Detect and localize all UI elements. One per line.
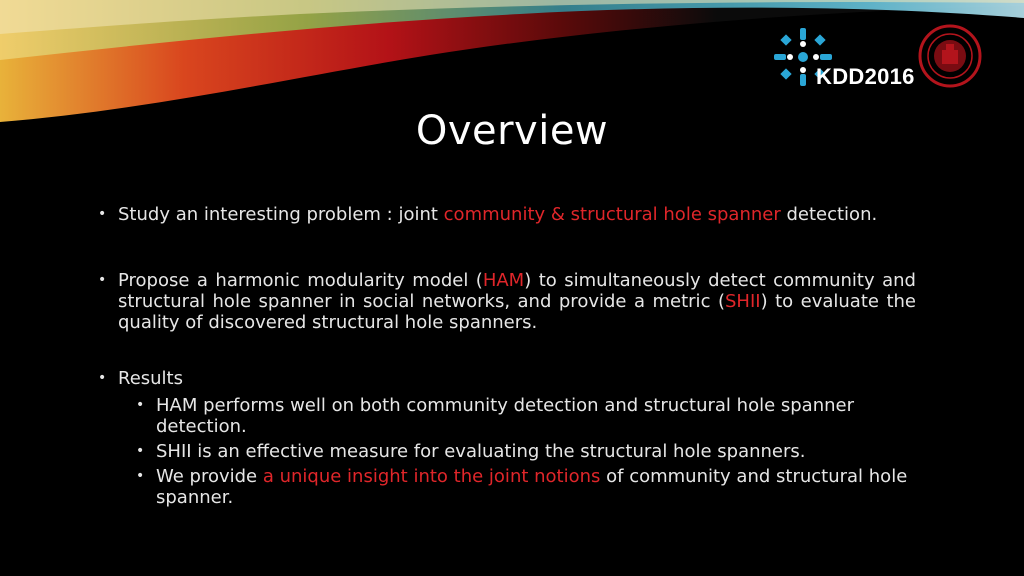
- highlighted-text: SHII: [724, 291, 761, 312]
- logo-text: KDD2016: [816, 64, 915, 89]
- sub-bullet-text: HAM performs well on both community detection and structural hole spanner detection.: [156, 395, 855, 437]
- university-seal-icon: [918, 24, 982, 88]
- bullet-text: Study an interesting problem : joint: [118, 204, 444, 225]
- bullet-item: [96, 270, 916, 333]
- highlighted-text: HAM: [482, 270, 525, 291]
- bullet-text: Propose a harmonic modularity model (: [118, 270, 483, 291]
- sub-bullet-item: [96, 395, 916, 437]
- slide-title: Overview: [415, 108, 609, 154]
- sub-bullet-text: of community and structural hole spanner.: [156, 466, 908, 508]
- sub-bullet-text: We provide: [156, 466, 263, 487]
- bullet-text: detection.: [780, 204, 878, 225]
- bullet-text: ) to simultaneously detect community and structural hole spanner in social networks, and provide a metric (: [118, 270, 916, 312]
- bullet-list: [96, 204, 916, 512]
- bullet-item: [96, 204, 916, 225]
- bullet-item: [96, 368, 916, 389]
- highlighted-text: a unique insight into the joint notions: [262, 466, 601, 487]
- sub-bullet-item: [96, 466, 916, 508]
- highlighted-text: community & structural hole spanner: [443, 204, 781, 225]
- sub-bullet-item: [96, 441, 916, 462]
- bullet-text: Results: [118, 368, 183, 389]
- sub-bullet-text: SHII is an effective measure for evaluating the structural hole spanners.: [156, 441, 806, 462]
- bullet-text: ) to evaluate the quality of discovered structural hole spanners.: [118, 291, 916, 333]
- logo-area: [768, 22, 988, 92]
